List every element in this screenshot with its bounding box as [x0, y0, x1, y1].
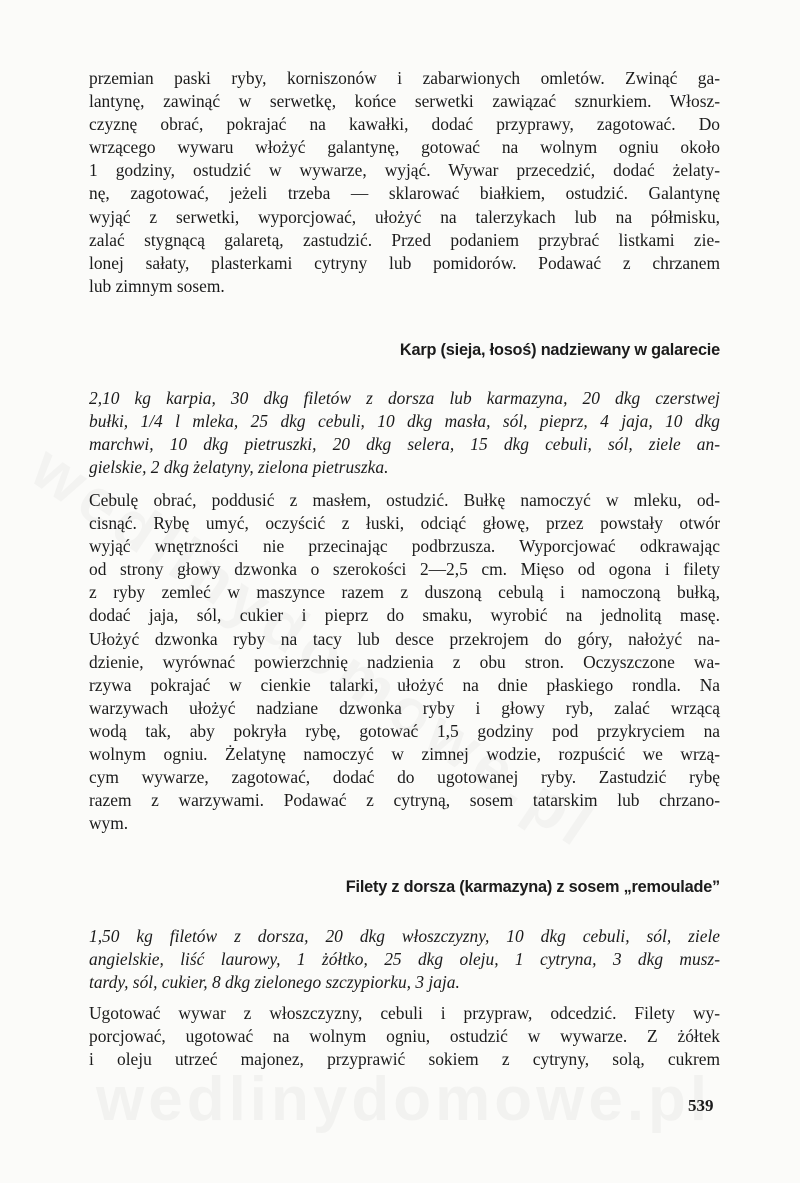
text-line: Ułożyć dzwonka ryby na tacy lub desce przekrojem do góry, nałożyć na- [89, 628, 720, 649]
text-line: dodać jaja, sól, cukier i pieprz do smaku, wyrobić na jednolitą masę. [89, 605, 720, 626]
text-line: marchwi, 10 dkg pietruszki, 20 dkg selera, 15 dkg cebuli, sól, ziele an- [89, 434, 720, 455]
text-line: cisnąć. Rybę umyć, oczyścić z łuski, odciąć głowę, przez powstały otwór [89, 513, 720, 534]
text-line: czyznę obrać, pokrajać na kawałki, dodać przyprawy, zagotować. Do [89, 114, 720, 135]
text-line: nę, zagotować, jeżeli trzeba — sklarować białkiem, ostudzić. Galantynę [89, 183, 720, 204]
text-line: 1,50 kg filetów z dorsza, 20 dkg włoszczyzny, 10 dkg cebuli, sól, ziele [89, 926, 720, 946]
method-text [89, 1002, 720, 1071]
page-number: 539 [688, 1096, 714, 1115]
text-line: z ryby zemleć w maszynce razem z duszoną cebulą i namoczoną bułką, [89, 582, 720, 603]
text-line: rzywa pokrajać w cienkie talarki, ułożyć na dnie płaskiego rondla. Na [89, 674, 720, 695]
text-line: wrzącego wywaru włożyć galantynę, gotować na wolnym ogniu około [89, 137, 720, 158]
text-line: cym wywarze, zagotować, dodać do ugotowanej ryby. Zastudzić rybę [89, 767, 720, 788]
recipe-cod-method [89, 1002, 720, 1071]
text-line: lonej sałaty, plasterkami cytryny lub pomidorów. Podawać z chrzanem [89, 252, 720, 273]
intro-paragraph [89, 67, 720, 298]
text-line: przemian paski ryby, korniszonów i zabarwionych omletów. Zwinąć ga- [89, 68, 720, 88]
text-line: wym. [89, 813, 129, 834]
text-line: od strony głowy dzwonka o szerokości 2—2,5 cm. Mięso od ogona i filety [89, 559, 720, 580]
text-line: angielskie, liść laurowy, 1 żółtko, 25 dkg oleju, 1 cytryna, 3 dkg musz- [89, 949, 720, 970]
text-line: Ugotować wywar z włoszczyzny, cebuli i przypraw, odcedzić. Filety wy- [89, 1003, 720, 1023]
recipe-carp-method [89, 489, 720, 835]
text-line: wolnym ogniu. Żelatynę namoczyć w zimnej wodzie, rozpuścić we wrzą- [89, 744, 720, 765]
text-line: dzienie, wyrównać powierzchnię nadzienia z obu stron. Oczyszczone wa- [89, 651, 720, 672]
text-line: wodą tak, aby pokryła rybę, gotować 1,5 godziny pod przykryciem na [89, 720, 720, 741]
text-line: razem z warzywami. Podawać z cytryną, sosem tatarskim lub chrzano- [89, 790, 720, 811]
text-line: gielskie, 2 dkg żelatyny, zielona pietruszka. [89, 457, 389, 478]
text-line: bułki, 1/4 l mleka, 25 dkg cebuli, 10 dkg masła, sól, pieprz, 4 jaja, 10 dkg [89, 411, 720, 432]
text-line: lub zimnym sosem. [89, 275, 225, 296]
ingredients-text [89, 387, 720, 479]
text-line: wyjąć z serwetki, wyporcjować, ułożyć na talerzykach lub na półmisku, [89, 206, 720, 227]
recipe-carp-ingredients [89, 387, 720, 479]
text-line: porcjować, ugotować na wolnym ogniu, ostudzić w wywarze. Z żółtek [89, 1026, 720, 1047]
text-line: tardy, sól, cukier, 8 dkg zielonego szczypiorku, 3 jaja. [89, 972, 460, 993]
text-line: 1 godziny, ostudzić w wywarze, wyjąć. Wywar przecedzić, dodać żelaty- [89, 160, 720, 181]
text-line: 2,10 kg karpia, 30 dkg filetów z dorsza lub karmazyna, 20 dkg czerstwej [89, 388, 720, 408]
text-line: Cebulę obrać, poddusić z masłem, ostudzić. Bułkę namoczyć w mleku, od- [89, 490, 720, 510]
text-line: zalać stygnącą galaretą, zastudzić. Przed podaniem przybrać listkami zie- [89, 229, 720, 250]
text-line: i oleju utrzeć majonez, przyprawić sokiem z cytryny, solą, cukrem [89, 1049, 720, 1070]
text-line: wyjąć wnętrzności nie przecinając podbrzusza. Wyporcjować odkrawając [89, 536, 720, 557]
intro-text [89, 67, 720, 298]
ingredients-text [89, 925, 720, 994]
text-line: lantynę, zawinąć w serwetkę, końce serwetki zawiązać sznurkiem. Włosz- [89, 91, 720, 112]
watermark-bottom [96, 1064, 711, 1135]
recipe-title-cod-fillets: Filety z dorsza (karmazyna) z sosem „remoulade” [345, 878, 720, 896]
recipe-title-carp: Karp (sieja, łosoś) nadziewany w galarecie [399, 341, 720, 359]
recipe-cod-ingredients [89, 925, 720, 994]
method-text [89, 489, 720, 835]
text-line: warzywach ułożyć nadziane dzwonka ryby i głowy ryb, zalać wrzącą [89, 697, 720, 718]
